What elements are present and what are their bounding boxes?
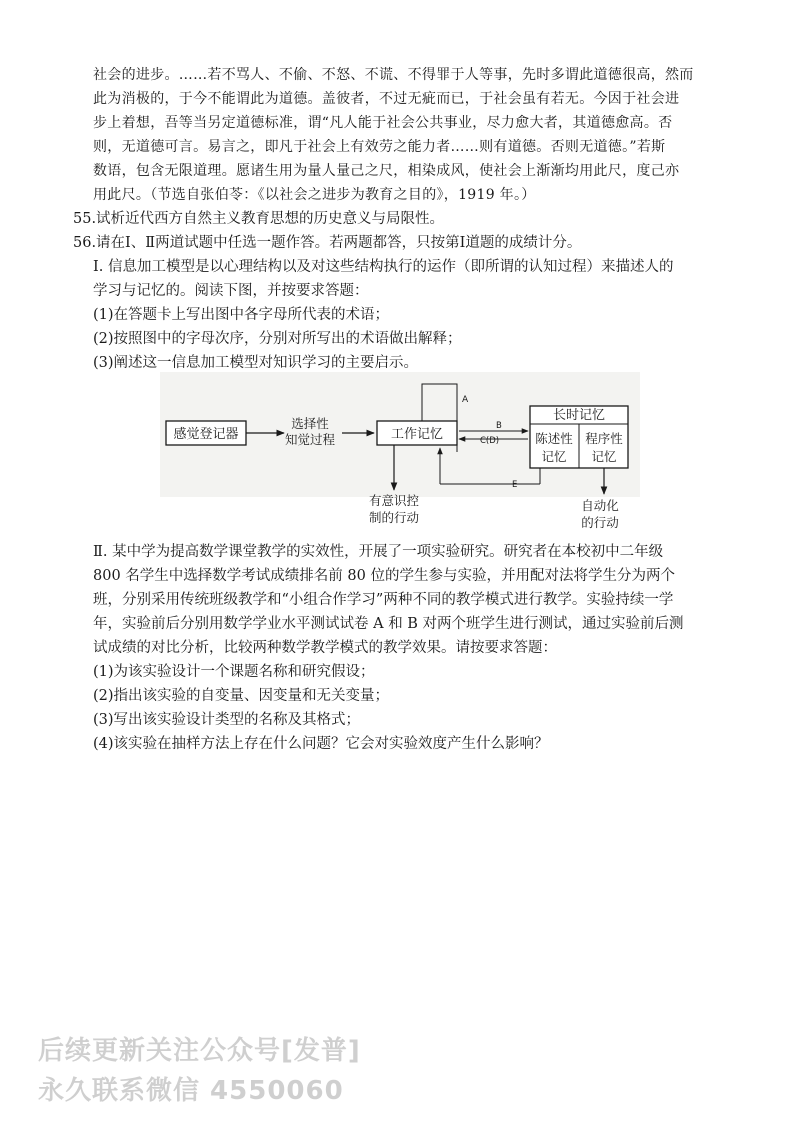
quote-line: 步上着想，吾等当另定道德标准，谓“凡人能于社会公共事业，尽力愈大者，其道德愈高。否 <box>93 115 673 131</box>
automatic-action-label-1: 自动化 <box>581 498 619 513</box>
quote-line: 则，无道德可言。易言之，即凡于社会上有效劳之能力者……则有道德。否则无道德。”若斯 <box>93 139 666 155</box>
part2-intro-line: 年，实验前后分别用数学学业水平测试试卷 A 和 B 对两个班学生进行测试，通过实验前后测 <box>93 616 684 632</box>
procedural-label-1: 程序性 <box>585 431 623 446</box>
question-56-title: 56.请在Ⅰ、Ⅱ两道试题中任选一题作答。若两题都答，只按第Ⅰ道题的成绩计分。 <box>73 235 582 251</box>
part1-item: (2)按照图中的字母次序，分别对所写出的术语做出解释； <box>93 331 462 347</box>
label-a: A <box>462 395 469 405</box>
selective-perception-label-1: 选择性 <box>291 416 329 431</box>
part1-intro-line: 学习与记忆的。阅读下图，并按要求答题： <box>93 283 369 299</box>
declarative-label-1: 陈述性 <box>535 431 573 446</box>
quote-line-source: 用此尺。（节选自张伯苓：《以社会之进步为教育之目的》，1919 年。） <box>93 187 536 203</box>
part2-item: (2)指出该实验的自变量、因变量和无关变量； <box>93 688 390 704</box>
conscious-action-label-2: 制的行动 <box>368 510 420 525</box>
working-memory-label: 工作记忆 <box>390 427 444 442</box>
part2-item: (4)该实验在抽样方法上存在什么问题？它会对实验效度产生什么影响？ <box>93 736 549 752</box>
quote-line: 社会的进步。……若不骂人、不偷、不怒、不谎、不得罪于人等事，先时多谓此道德很高，然而 <box>93 67 694 83</box>
part2-intro-line: 班，分别采用传统班级教学和“小组合作学习”两种不同的教学模式进行教学。实验持续一学 <box>93 592 674 608</box>
question-55: 55.试析近代西方自然主义教育思想的历史意义与局限性。 <box>73 211 445 227</box>
watermark-line-2: 永久联系微信 4550060 <box>38 1076 344 1106</box>
quote-line: 数语，包含无限道理。愿诸生用为量人量己之尺，相染成风，使社会上渐渐均用此尺，度己亦 <box>93 163 680 179</box>
part1-intro-line: Ⅰ. 信息加工模型是以心理结构以及对这些结构执行的运作（即所谓的认知过程）来描述人的 <box>93 259 674 275</box>
conscious-action-label-1: 有意识控 <box>368 493 420 508</box>
watermark-line-1: 后续更新关注公众号[发普] <box>38 1036 361 1066</box>
declarative-label-2: 记忆 <box>541 449 567 464</box>
part1-item: (3)阐述这一信息加工模型对知识学习的主要启示。 <box>93 355 419 371</box>
selective-perception-label-2: 知觉过程 <box>284 432 336 447</box>
part2-item: (1)为该实验设计一个课题名称和研究假设； <box>93 664 375 680</box>
long-term-memory-label: 长时记忆 <box>552 408 606 423</box>
label-cd: C(D) <box>480 436 500 446</box>
sensory-register-label: 感觉登记器 <box>173 427 239 442</box>
part2-intro-line: 试成绩的对比分析，比较两种数学教学模式的教学效果。请按要求答题： <box>93 640 557 656</box>
label-e: E <box>512 480 518 490</box>
information-processing-diagram <box>160 372 640 537</box>
automatic-action-label-2: 的行动 <box>581 515 619 530</box>
procedural-label-2: 记忆 <box>591 449 617 464</box>
part1-item: (1)在答题卡上写出图中各字母所代表的术语； <box>93 307 390 323</box>
part2-intro-line: Ⅱ. 某中学为提高数学课堂教学的实效性，开展了一项实验研究。研究者在本校初中二年级 <box>93 544 664 560</box>
part2-intro-line: 800 名学生中选择数学考试成绩排名前 80 位的学生参与实验，并用配对法将学生分为两个 <box>93 568 675 584</box>
part2-item: (3)写出该实验设计类型的名称及其格式； <box>93 712 361 728</box>
quote-line: 此为消极的，于今不能谓此为道德。盖彼者，不过无疵而已，于社会虽有若无。今因于社会进 <box>93 91 680 107</box>
label-b: B <box>496 421 502 431</box>
